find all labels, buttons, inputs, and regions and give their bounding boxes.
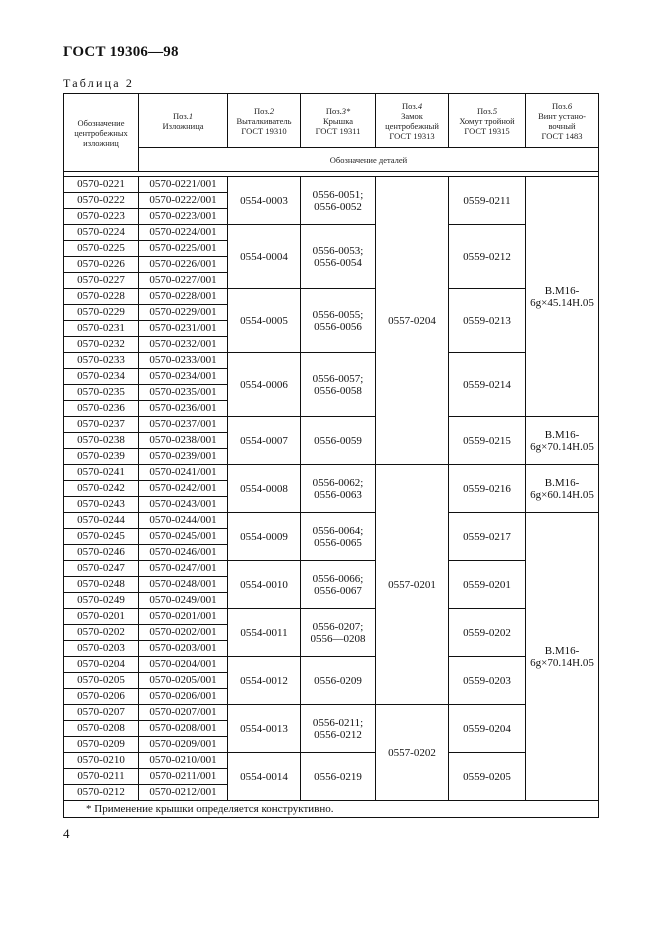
header-details-label: Обозначение деталей [139, 148, 599, 172]
mold-pos1-cell: 0570-0205/001 [139, 673, 228, 689]
pos4-cell [376, 177, 449, 465]
cell-line: 0556-0063 [314, 488, 362, 501]
mold-pos1-cell: 0570-0238/001 [139, 433, 228, 449]
pos2-cell [228, 353, 301, 417]
header-mold-designation: Обозначение центробежных изложниц [64, 94, 139, 172]
mold-designation-cell: 0570-0204 [64, 657, 139, 673]
mold-designation-cell: 0570-0238 [64, 433, 139, 449]
mold-pos1-cell: 0570-0202/001 [139, 625, 228, 641]
cell-line: 0554-0006 [240, 378, 288, 391]
table-row [64, 513, 599, 529]
pos3-cell [301, 657, 376, 705]
mold-pos1-cell: 0570-0231/001 [139, 321, 228, 337]
mold-pos1-cell: 0570-0223/001 [139, 209, 228, 225]
cell-line: 0554-0008 [240, 482, 288, 495]
cell-line: В.М16- [544, 428, 580, 441]
pos5-cell [449, 289, 526, 353]
cell-line: 0556-0054 [314, 256, 362, 269]
cell-line: 0556-0052 [314, 200, 362, 213]
mold-designation-cell: 0570-0229 [64, 305, 139, 321]
mold-designation-cell: 0570-0243 [64, 497, 139, 513]
mold-designation-cell: 0570-0244 [64, 513, 139, 529]
table-row [64, 561, 599, 577]
pos5-cell [449, 561, 526, 609]
mold-designation-cell: 0570-0212 [64, 785, 139, 801]
cell-line: 0556-0051; [312, 188, 364, 201]
pos5-cell [449, 657, 526, 705]
mold-pos1-cell: 0570-0225/001 [139, 241, 228, 257]
cell-line: 0557-0201 [388, 578, 436, 591]
table-row [64, 609, 599, 625]
cell-line: 6g×70.14Н.05 [530, 656, 594, 669]
table-row [64, 353, 599, 369]
mold-designation-cell: 0570-0232 [64, 337, 139, 353]
mold-designation-cell: 0570-0221 [64, 177, 139, 193]
cell-line: 0559-0201 [463, 578, 511, 591]
cell-line: 0556-0067 [314, 584, 362, 597]
pos3-cell [301, 705, 376, 753]
pos3-cell [301, 561, 376, 609]
cell-line: 0556-0212 [314, 728, 362, 741]
mold-designation-cell: 0570-0237 [64, 417, 139, 433]
pos5-cell [449, 225, 526, 289]
document-title: ГОСТ 19306—98 [63, 44, 179, 60]
footnote: * Применение крышки определяется конструктивно. [64, 801, 599, 818]
cell-line: 0556—0208 [310, 632, 366, 645]
cell-line: 0559-0204 [463, 722, 511, 735]
cell-line: 6g×70.14Н.05 [530, 440, 594, 453]
mold-designation-cell: 0570-0239 [64, 449, 139, 465]
pos3-cell [301, 609, 376, 657]
mold-pos1-cell: 0570-0235/001 [139, 385, 228, 401]
table-row [64, 225, 599, 241]
cell-line: 0559-0215 [463, 434, 511, 447]
mold-pos1-cell: 0570-0207/001 [139, 705, 228, 721]
cell-line: 0554-0009 [240, 530, 288, 543]
mold-designation-cell: 0570-0249 [64, 593, 139, 609]
pos2-cell [228, 289, 301, 353]
mold-designation-cell: 0570-0209 [64, 737, 139, 753]
cell-line: 0556-0062; [312, 476, 364, 489]
mold-designation-cell: 0570-0207 [64, 705, 139, 721]
cell-line: 0559-0214 [463, 378, 511, 391]
cell-line: 0556-0058 [314, 384, 362, 397]
cell-line: 0559-0213 [463, 314, 511, 327]
cell-line: 0554-0005 [240, 314, 288, 327]
mold-pos1-cell: 0570-0212/001 [139, 785, 228, 801]
pos6-cell [526, 465, 599, 513]
cell-line: В.М16- [544, 644, 580, 657]
cell-line: 0556-0057; [312, 372, 364, 385]
mold-designation-cell: 0570-0231 [64, 321, 139, 337]
pos2-cell [228, 753, 301, 801]
mold-designation-cell: 0570-0223 [64, 209, 139, 225]
pos5-cell [449, 177, 526, 225]
mold-pos1-cell: 0570-0249/001 [139, 593, 228, 609]
pos5-cell [449, 513, 526, 561]
cell-line: 0556-0065 [314, 536, 362, 549]
pos2-cell [228, 657, 301, 705]
mold-designation-cell: 0570-0246 [64, 545, 139, 561]
mold-designation-cell: 0570-0225 [64, 241, 139, 257]
mold-designation-cell: 0570-0201 [64, 609, 139, 625]
mold-pos1-cell: 0570-0237/001 [139, 417, 228, 433]
mold-designation-cell: 0570-0247 [64, 561, 139, 577]
pos2-cell [228, 465, 301, 513]
mold-designation-cell: 0570-0234 [64, 369, 139, 385]
header-pos-6: Поз.6 Винт устано- вочный ГОСТ 1483 [526, 94, 599, 148]
pos2-cell [228, 561, 301, 609]
mold-designation-cell: 0570-0235 [64, 385, 139, 401]
mold-pos1-cell: 0570-0228/001 [139, 289, 228, 305]
cell-line: 0559-0211 [463, 194, 511, 207]
mold-pos1-cell: 0570-0242/001 [139, 481, 228, 497]
pos5-cell [449, 353, 526, 417]
mold-pos1-cell: 0570-0244/001 [139, 513, 228, 529]
mold-pos1-cell: 0570-0221/001 [139, 177, 228, 193]
pos3-cell [301, 289, 376, 353]
cell-line: 0556-0209 [314, 674, 362, 687]
mold-pos1-cell: 0570-0227/001 [139, 273, 228, 289]
table-row [64, 753, 599, 769]
pos3-cell [301, 753, 376, 801]
mold-pos1-cell: 0570-0208/001 [139, 721, 228, 737]
cell-line: 0559-0216 [463, 482, 511, 495]
cell-line: 0556-0207; [312, 620, 364, 633]
table-row [64, 657, 599, 673]
pos3-cell [301, 225, 376, 289]
pos5-cell [449, 465, 526, 513]
cell-line: 6g×45.14Н.05 [530, 296, 594, 309]
pos2-cell [228, 609, 301, 657]
cell-line: 0554-0010 [240, 578, 288, 591]
cell-line: 0554-0013 [240, 722, 288, 735]
mold-pos1-cell: 0570-0209/001 [139, 737, 228, 753]
cell-line: 0559-0203 [463, 674, 511, 687]
cell-line: 0554-0007 [240, 434, 288, 447]
cell-line: 0556-0219 [314, 770, 362, 783]
mold-designation-cell: 0570-0210 [64, 753, 139, 769]
pos6-cell [526, 513, 599, 801]
mold-designation-cell: 0570-0248 [64, 577, 139, 593]
cell-line: 0556-0055; [312, 308, 364, 321]
header-pos-1: Поз.1 Изложница [139, 94, 228, 148]
cell-line: 0554-0004 [240, 250, 288, 263]
table-row [64, 417, 599, 433]
mold-pos1-cell: 0570-0226/001 [139, 257, 228, 273]
table-row [64, 289, 599, 305]
cell-line: 0557-0202 [388, 746, 436, 759]
cell-line: В.М16- [544, 476, 580, 489]
pos5-cell [449, 609, 526, 657]
pos2-cell [228, 513, 301, 561]
mold-designation-cell: 0570-0245 [64, 529, 139, 545]
cell-line: 0559-0217 [463, 530, 511, 543]
mold-pos1-cell: 0570-0224/001 [139, 225, 228, 241]
mold-designation-cell: 0570-0233 [64, 353, 139, 369]
mold-pos1-cell: 0570-0206/001 [139, 689, 228, 705]
mold-pos1-cell: 0570-0229/001 [139, 305, 228, 321]
mold-pos1-cell: 0570-0239/001 [139, 449, 228, 465]
table-row [64, 177, 599, 193]
mold-pos1-cell: 0570-0210/001 [139, 753, 228, 769]
pos6-cell [526, 417, 599, 465]
cell-line: 0556-0053; [312, 244, 364, 257]
mold-pos1-cell: 0570-0211/001 [139, 769, 228, 785]
mold-designation-cell: 0570-0228 [64, 289, 139, 305]
mold-designation-cell: 0570-0203 [64, 641, 139, 657]
header-pos-5: Поз.5 Хомут тройной ГОСТ 19315 [449, 94, 526, 148]
cell-line: 0554-0014 [240, 770, 288, 783]
cell-line: 0554-0011 [240, 626, 288, 639]
table-body [64, 177, 599, 801]
mold-designation-cell: 0570-0206 [64, 689, 139, 705]
header-pos-4: Поз.4 Замок центробежный ГОСТ 19313 [376, 94, 449, 148]
table-row [64, 465, 599, 481]
pos4-cell [376, 705, 449, 801]
mold-pos1-cell: 0570-0243/001 [139, 497, 228, 513]
pos3-cell [301, 465, 376, 513]
pos5-cell [449, 705, 526, 753]
cell-line: 0554-0012 [240, 674, 288, 687]
header-pos-2: Поз.2 Выталкиватель ГОСТ 19310 [228, 94, 301, 148]
mold-designation-cell: 0570-0242 [64, 481, 139, 497]
cell-line: 0556-0211; [312, 716, 364, 729]
mold-designation-cell: 0570-0222 [64, 193, 139, 209]
pos3-cell [301, 417, 376, 465]
mold-designation-cell: 0570-0241 [64, 465, 139, 481]
mold-designation-cell: 0570-0236 [64, 401, 139, 417]
cell-line: 0556-0064; [312, 524, 364, 537]
mold-pos1-cell: 0570-0233/001 [139, 353, 228, 369]
mold-pos1-cell: 0570-0222/001 [139, 193, 228, 209]
pos2-cell [228, 417, 301, 465]
cell-line: 0554-0003 [240, 194, 288, 207]
parts-table [63, 93, 599, 818]
cell-line: 0556-0066; [312, 572, 364, 585]
cell-line: 0559-0212 [463, 250, 511, 263]
mold-designation-cell: 0570-0202 [64, 625, 139, 641]
mold-designation-cell: 0570-0211 [64, 769, 139, 785]
pos2-cell [228, 705, 301, 753]
mold-pos1-cell: 0570-0241/001 [139, 465, 228, 481]
cell-line: 0556-0056 [314, 320, 362, 333]
mold-pos1-cell: 0570-0246/001 [139, 545, 228, 561]
pos5-cell [449, 417, 526, 465]
mold-pos1-cell: 0570-0203/001 [139, 641, 228, 657]
pos2-cell [228, 225, 301, 289]
pos4-cell [376, 465, 449, 705]
header-pos-3: Поз.3* Крышка ГОСТ 19311 [301, 94, 376, 148]
cell-line: 0556-0059 [314, 434, 362, 447]
cell-line: 6g×60.14Н.05 [530, 488, 594, 501]
cell-line: 0559-0202 [463, 626, 511, 639]
pos3-cell [301, 177, 376, 225]
pos6-cell [526, 177, 599, 417]
mold-pos1-cell: 0570-0234/001 [139, 369, 228, 385]
mold-pos1-cell: 0570-0232/001 [139, 337, 228, 353]
pos2-cell [228, 177, 301, 225]
mold-designation-cell: 0570-0224 [64, 225, 139, 241]
mold-designation-cell: 0570-0208 [64, 721, 139, 737]
cell-line: 0557-0204 [388, 314, 436, 327]
cell-line: В.М16- [544, 284, 580, 297]
page-number: 4 [63, 826, 70, 841]
mold-pos1-cell: 0570-0236/001 [139, 401, 228, 417]
cell-line: 0559-0205 [463, 770, 511, 783]
mold-designation-cell: 0570-0226 [64, 257, 139, 273]
mold-pos1-cell: 0570-0247/001 [139, 561, 228, 577]
pos3-cell [301, 513, 376, 561]
mold-pos1-cell: 0570-0248/001 [139, 577, 228, 593]
pos3-cell [301, 353, 376, 417]
mold-designation-cell: 0570-0227 [64, 273, 139, 289]
table-row [64, 705, 599, 721]
mold-pos1-cell: 0570-0201/001 [139, 609, 228, 625]
mold-designation-cell: 0570-0205 [64, 673, 139, 689]
pos5-cell [449, 753, 526, 801]
table-caption: Таблица 2 [63, 76, 135, 90]
mold-pos1-cell: 0570-0245/001 [139, 529, 228, 545]
mold-pos1-cell: 0570-0204/001 [139, 657, 228, 673]
